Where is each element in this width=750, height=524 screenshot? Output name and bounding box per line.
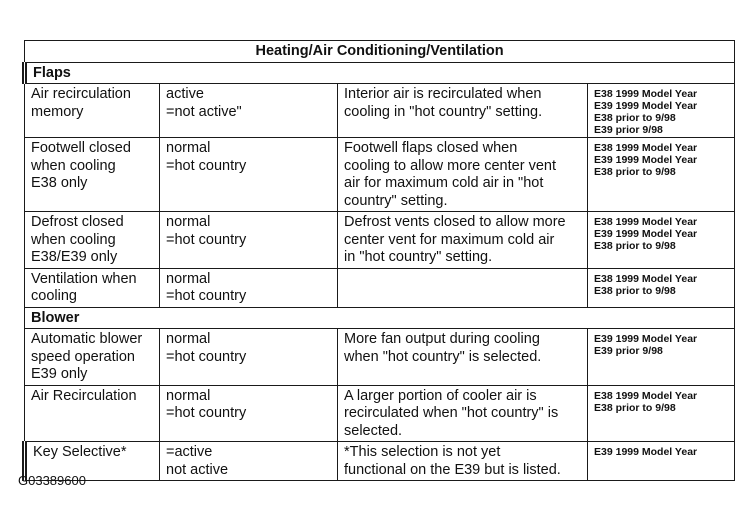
settings-table [22, 40, 735, 481]
setting-cell [160, 212, 338, 269]
setting-line: =hot country [166, 348, 247, 365]
model-years-line: E39 1999 Model Year [594, 333, 698, 345]
table-row [25, 138, 735, 212]
description-line: *This selection is not yet [344, 444, 501, 460]
description-line: air for maximum cold air in "hot [344, 175, 544, 191]
model-years-cell [588, 442, 735, 481]
description-line: center vent for maximum cold air [344, 231, 555, 248]
setting-cell [160, 385, 338, 442]
model-years-line: E38 1999 Model Year [594, 142, 698, 154]
table-row [25, 442, 735, 481]
settings-table-body [25, 41, 735, 481]
feature-line: when cooling [31, 231, 116, 248]
model-years-line: E38 1999 Model Year [594, 216, 698, 228]
feature-line: E39 only [31, 366, 88, 382]
feature-line: cooling [31, 288, 77, 304]
description-line: country" setting. [344, 192, 448, 209]
description-cell [338, 385, 588, 442]
model-years-line: E38 prior to 9/98 [594, 166, 676, 178]
table-row [25, 329, 735, 386]
description-line: cooling to allow more center vent [344, 157, 556, 174]
feature-line: Air Recirculation [31, 387, 137, 404]
model-years-cell [588, 84, 735, 138]
feature-line: Air recirculation [31, 86, 131, 102]
description-line: Footwell flaps closed when [344, 140, 518, 156]
feature-line: Defrost closed [31, 214, 124, 230]
setting-line: =active [166, 444, 213, 460]
model-years-cell [588, 268, 735, 307]
model-years-line: E38 prior to 9/98 [594, 112, 676, 124]
title-row [25, 41, 735, 63]
model-years-line: E39 1999 Model Year [594, 228, 698, 240]
feature-cell [25, 385, 160, 442]
setting-line: =hot country [166, 157, 247, 174]
feature-cell [25, 84, 160, 138]
table-row [25, 84, 735, 138]
description-line: More fan output during cooling [344, 331, 540, 347]
feature-line: Key Selective* [33, 444, 127, 460]
model-years-line: E39 1999 Model Year [594, 100, 698, 112]
feature-line: E38 only [31, 175, 88, 191]
description-line: Interior air is recirculated when [344, 86, 542, 102]
figure-code: G03389600 [18, 473, 86, 488]
feature-line: when cooling [31, 157, 116, 174]
feature-line: Automatic blower [31, 331, 143, 347]
setting-line: normal [166, 331, 211, 347]
feature-cell [25, 212, 160, 269]
setting-line: normal [166, 270, 211, 287]
feature-cell [25, 138, 160, 212]
setting-cell [160, 84, 338, 138]
setting-line: normal [166, 387, 211, 404]
setting-line: normal [166, 140, 211, 156]
section-header-filler [160, 307, 735, 329]
setting-line: active [166, 86, 204, 102]
feature-cell [25, 329, 160, 386]
description-line: selected. [344, 422, 403, 439]
setting-cell [160, 138, 338, 212]
description-cell [338, 442, 588, 481]
model-years-line: E39 1999 Model Year [594, 154, 698, 166]
model-years-line: E38 prior to 9/98 [594, 401, 676, 414]
model-years-line: E38 1999 Model Year [594, 272, 698, 285]
description-line: recirculated when "hot country" is [344, 405, 559, 421]
feature-line: speed operation [31, 348, 135, 365]
setting-line: =hot country [166, 231, 247, 248]
setting-cell [160, 268, 338, 307]
model-years-cell [588, 329, 735, 386]
description-cell [338, 138, 588, 212]
model-years-line: E39 prior 9/98 [594, 124, 663, 136]
setting-line: =hot country [166, 405, 247, 421]
setting-line: normal [166, 214, 211, 230]
table-title: Heating/Air Conditioning/Ventilation [25, 41, 735, 63]
feature-line: Footwell closed [31, 140, 131, 156]
table-row [25, 212, 735, 269]
feature-cell [25, 268, 160, 307]
setting-cell [160, 329, 338, 386]
section-header: Blower [25, 307, 160, 329]
section-header-row [25, 307, 735, 329]
setting-cell [160, 442, 338, 481]
model-years-line: E38 1999 Model Year [594, 389, 698, 402]
model-years-line: E38 prior to 9/98 [594, 240, 676, 252]
description-line: cooling in "hot country" setting. [344, 103, 543, 120]
model-years-cell [588, 138, 735, 212]
description-cell [338, 212, 588, 269]
description-cell [338, 84, 588, 138]
table-row [25, 268, 735, 307]
description-cell [338, 268, 588, 307]
feature-line: memory [31, 103, 84, 120]
feature-line: Ventilation when [31, 270, 137, 287]
description-line: when "hot country" is selected. [344, 348, 542, 365]
model-years-line: E39 1999 Model Year [594, 446, 698, 458]
description-cell [338, 329, 588, 386]
feature-line: E38/E39 only [31, 249, 118, 265]
description-line: in "hot country" setting. [344, 249, 493, 265]
model-years-line: E38 1999 Model Year [594, 88, 698, 100]
settings-table-container [22, 40, 732, 481]
setting-line: =hot country [166, 288, 247, 304]
model-years-cell [588, 385, 735, 442]
description-line: A larger portion of cooler air is [344, 387, 537, 404]
section-header-row [25, 62, 735, 84]
setting-line: not active [166, 461, 229, 478]
model-years-cell [588, 212, 735, 269]
section-header: Flaps [25, 62, 160, 84]
description-line: Defrost vents closed to allow more [344, 214, 566, 230]
section-header-filler [160, 62, 735, 84]
setting-line: =not active" [166, 103, 242, 120]
table-row [25, 385, 735, 442]
model-years-line: E38 prior to 9/98 [594, 284, 676, 297]
description-line: functional on the E39 but is listed. [344, 461, 561, 478]
model-years-line: E39 prior 9/98 [594, 345, 663, 357]
